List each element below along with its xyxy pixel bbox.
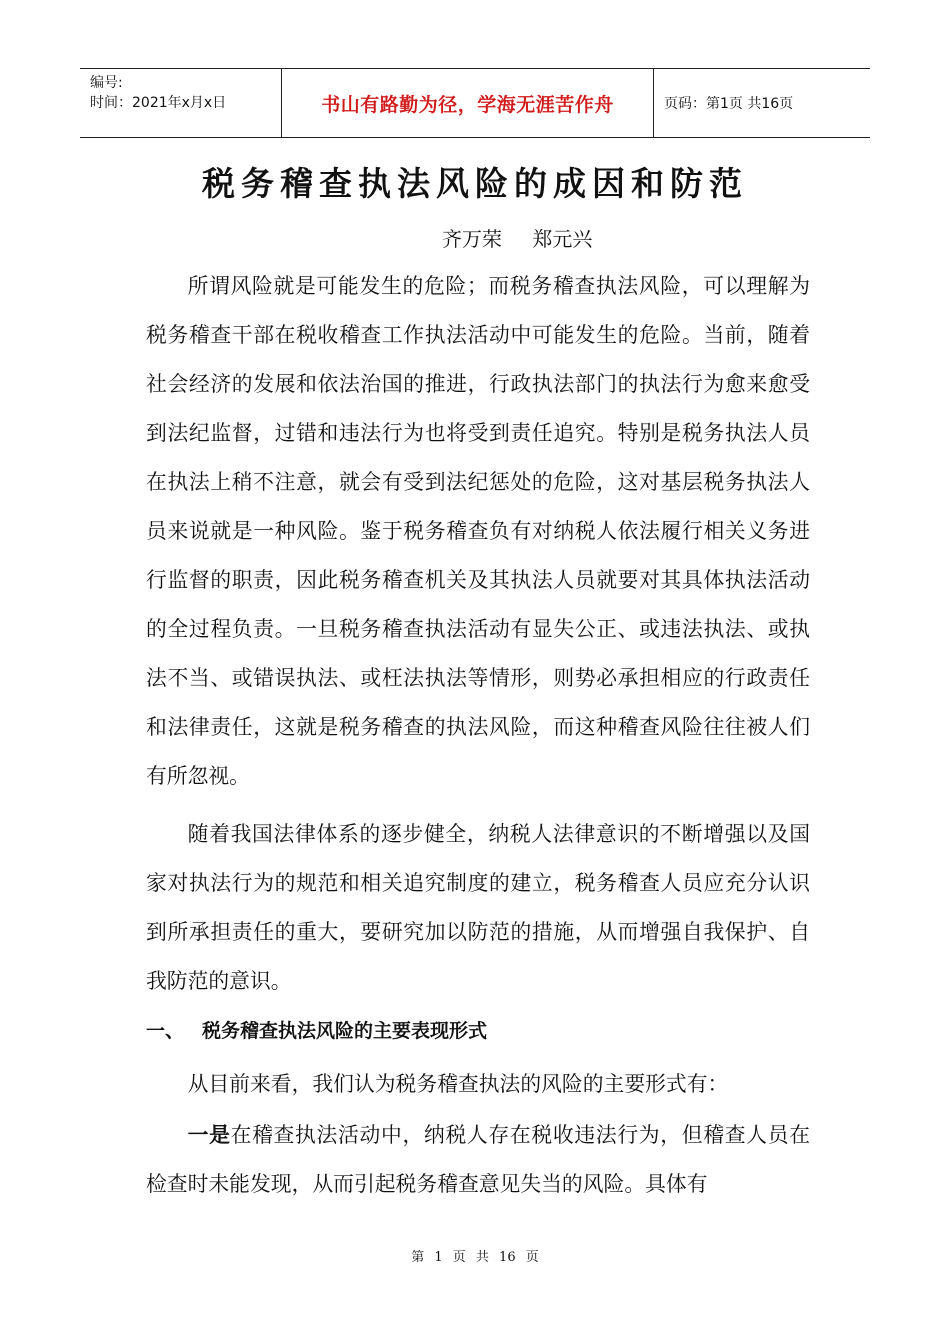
header-meta-cell (80, 69, 282, 137)
page-footer: 第 1 页 共 16 页 (411, 1250, 539, 1265)
section-title: 税务稽查执法风险的主要表现形式 (202, 1020, 488, 1042)
paragraph-lead: 一是 (187, 1122, 231, 1147)
header-page-info: 页码：第1页 共16页 (664, 96, 794, 112)
paragraph-text: 随着我国法律体系的逐步健全，纳税人法律意识的不断增强以及国家对执法行为的规范和相关追究制度的建立，税务稽查人员应充分认识到所承担责任的重大，要研究加以防范的措施，从而增强自我保护、自我防范的意识。 (146, 822, 810, 993)
paragraph-text: 从目前来看，我们认为税务稽查执法的风险的主要形式有： (187, 1072, 729, 1096)
paragraph-text: 所谓风险就是可能发生的危险；而税务稽查执法风险，可以理解为税务稽查干部在税收稽查工作执法活动中可能发生的危险。当前，随着社会经济的发展和依法治国的推进，行政执法部门的执法行为愈来愈受到法纪监督，过错和违法行为也将受到责任追究。特别是税务执法人员在执法上稍不注意，就会有受到法纪惩处的危险，这对基层税务执法人员来说就是一种风险。鉴于税务稽查负有对纳税人依法履行相关义务进行监督的职责，因此税务稽查机关及其执法人员就要对其具体执法活动的全过程负责。一旦税务稽查执法活动有显失公正、或违法执法、或执法不当、或错误执法、或枉法执法等情形，则势必承担相应的行政责任和法律责任，这就是税务稽查的执法风险，而这种稽查风险往往被人们有所忽视。 (146, 274, 810, 788)
body-paragraph-1 (146, 262, 810, 801)
body-paragraph-2 (146, 810, 810, 1006)
body-paragraph-4 (146, 1110, 810, 1209)
paragraph-body: 在稽查执法活动中，纳税人存在税收违法行为，但稽查人员在检查时未能发现，从而引起税务稽查意见失当的风险。具体有 (146, 1123, 811, 1196)
document-title: 税务稽查执法风险的成因和防范 (202, 164, 748, 203)
section-heading-1 (146, 1016, 487, 1043)
body-paragraph-3 (146, 1060, 810, 1109)
serial-number-label: 编号: (90, 75, 123, 91)
paragraph-text (146, 1110, 810, 1209)
section-number: 一、 (146, 1020, 185, 1042)
document-authors: 齐万荣 郑元兴 (442, 227, 593, 251)
date-label: 时间：2021年x月x日 (90, 95, 227, 111)
header-table (80, 68, 870, 138)
header-motto: 书山有路勤为径，学海无涯苦作舟 (282, 69, 654, 137)
